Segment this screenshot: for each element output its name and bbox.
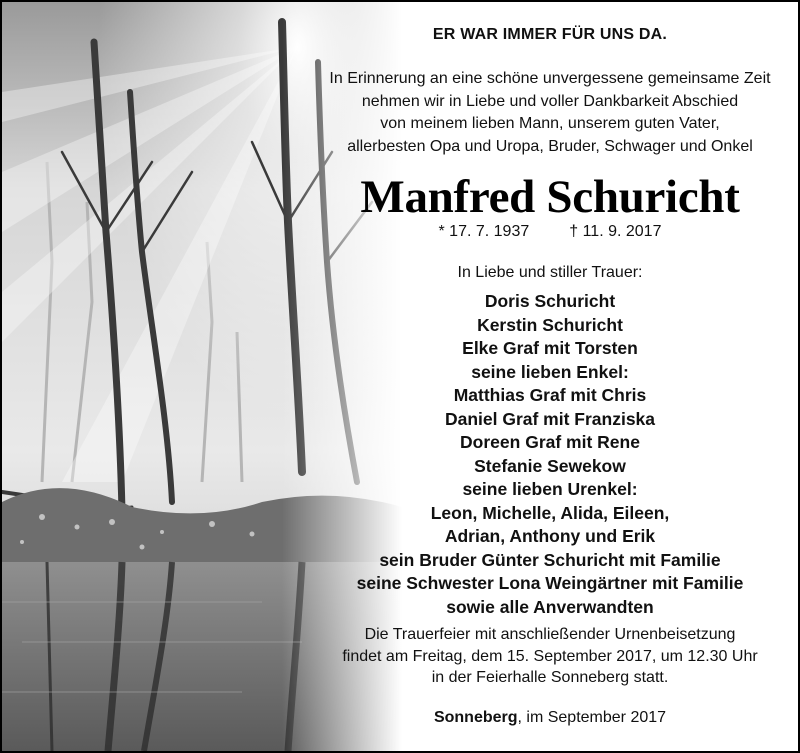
mourner-line: seine lieben Enkel:: [471, 361, 629, 382]
obituary-text: [302, 2, 798, 751]
footer-place: Sonneberg: [433, 709, 518, 726]
mourner-line: Doreen Graf mit Rene: [460, 432, 640, 452]
mourner-line: Elke Graf mit Torsten: [462, 338, 638, 358]
mourner-line: seine Schwester Lona Weingärtner mit Familie: [356, 573, 744, 593]
mourner-line: Daniel Graf mit Franziska: [444, 408, 656, 429]
place-date-footer: [302, 709, 798, 727]
death-date: † 11. 9. 2017: [569, 223, 662, 240]
ceremony-line: Die Trauerfeier mit anschließender Urnenbeisetzung: [364, 626, 736, 643]
mourner-line: seine lieben Urenkel:: [462, 479, 638, 499]
birth-date: * 17. 7. 1937: [438, 223, 530, 240]
mourner-line: Matthias Graf mit Chris: [453, 385, 647, 405]
mourner-line: sowie alle Anverwandten: [446, 596, 654, 617]
deceased-name: Manfred Schuricht: [360, 171, 740, 223]
mourner-line: Adrian, Anthony und Erik: [444, 526, 656, 546]
intro-line: In Erinnerung an eine schöne unvergessene gemeinsame Zeit: [329, 70, 771, 87]
mourner-line: sein Bruder Günter Schuricht mit Familie: [379, 549, 721, 570]
mourner-line: Doris Schuricht: [484, 291, 616, 311]
ceremony-info: [302, 624, 798, 689]
life-dates: [302, 223, 798, 241]
mourner-line: Stefanie Sewekow: [474, 455, 626, 476]
intro-line: allerbesten Opa und Uropa, Bruder, Schwager und Onkel: [347, 137, 753, 155]
footer-date: , im September 2017: [517, 709, 667, 726]
obituary-heading: ER WAR IMMER FÜR UNS DA.: [432, 26, 668, 43]
mourners-list: [302, 290, 798, 619]
ceremony-line: findet am Freitag, dem 15. September 2017, um 12.30 Uhr: [342, 647, 758, 665]
intro-line: von meinem lieben Mann, unserem guten Vater,: [380, 115, 720, 132]
mourner-line: Kerstin Schuricht: [477, 314, 623, 335]
intro-line: nehmen wir in Liebe und voller Dankbarkeit Abschied: [361, 92, 739, 110]
intro-text: [302, 68, 798, 158]
mourning-intro: In Liebe und stiller Trauer:: [457, 264, 643, 281]
mourner-line: Leon, Michelle, Alida, Eileen,: [430, 502, 670, 523]
ceremony-line: in der Feierhalle Sonneberg statt.: [431, 669, 669, 686]
